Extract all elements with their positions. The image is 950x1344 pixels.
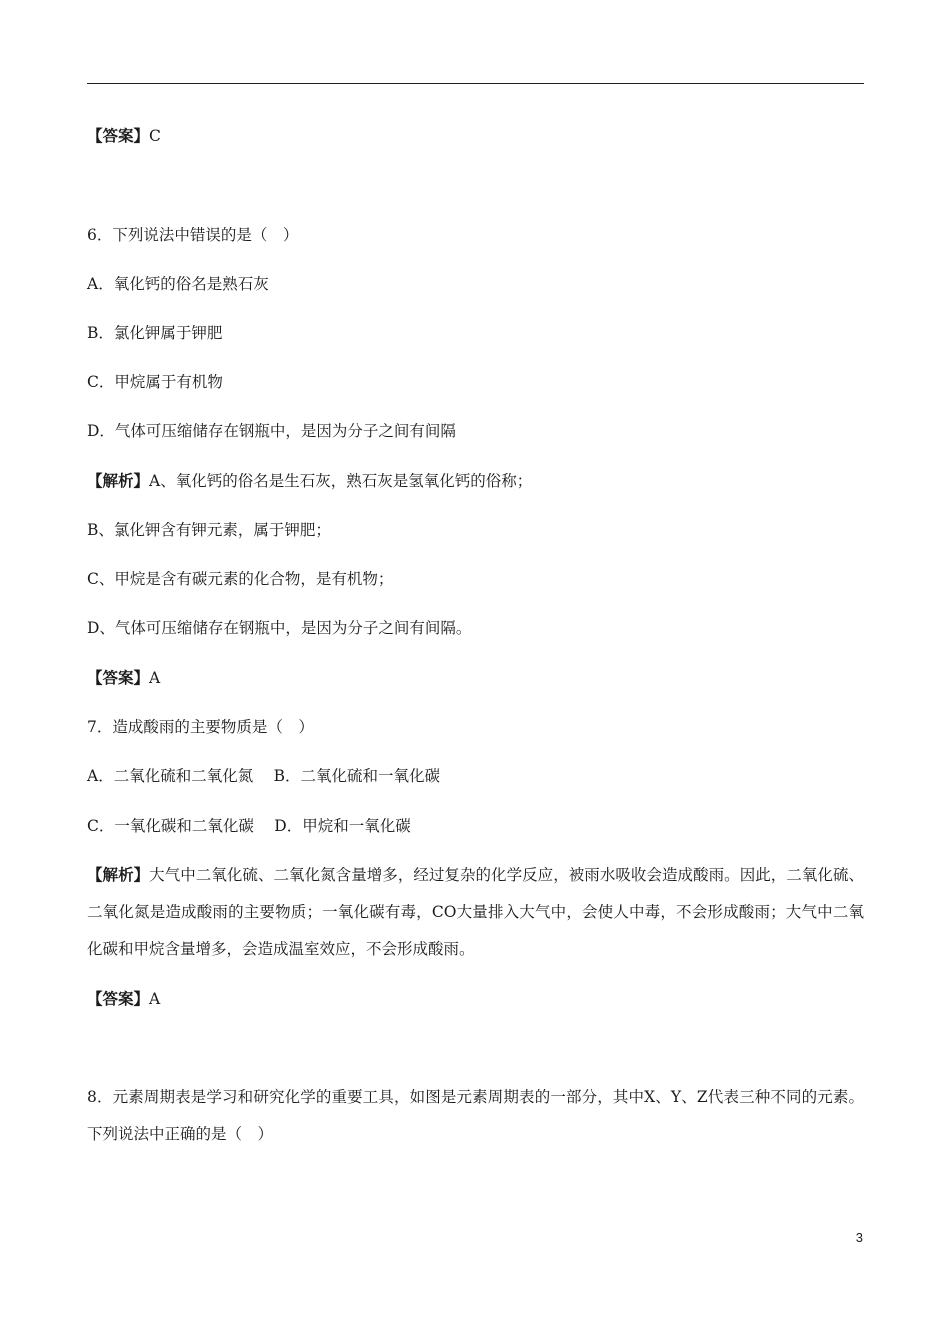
answer-value: A	[149, 990, 161, 1008]
explanation-6-line-3: C、甲烷是含有碳元素的化合物，是有机物；	[87, 570, 394, 588]
explanation-6-line-4: D、气体可压缩储存在钢瓶中，是因为分子之间有间隔。	[87, 619, 472, 637]
answer-value: A	[149, 669, 161, 687]
explanation-6-line-2: B、氯化钾含有钾元素，属于钾肥；	[87, 521, 331, 539]
question-7: 7．造成酸雨的主要物质是（ ）	[87, 718, 314, 736]
q6-option-a: A．氧化钙的俗名是熟石灰	[87, 275, 269, 293]
q6-option-b: B．氯化钾属于钾肥	[87, 324, 223, 342]
answer-7	[87, 989, 160, 1009]
q7-options-ab: A．二氧化硫和二氧化氮 B．二氧化硫和一氧化碳	[87, 767, 441, 785]
question-8: 8．元素周期表是学习和研究化学的重要工具，如图是元素周期表的一部分，其中X、Y、Z代表三种不同的元素。下列说法中正确的是（ ）	[87, 1088, 864, 1143]
answer-value: C	[149, 127, 161, 145]
page-number: 3	[855, 1230, 863, 1245]
explanation-tag: 【解析】	[87, 471, 150, 490]
answer-6	[87, 668, 160, 688]
q6-option-d: D．气体可压缩储存在钢瓶中，是因为分子之间有间隔	[87, 422, 456, 440]
q7-options-cd: C．一氧化碳和二氧化碳 D．甲烷和一氧化碳	[87, 817, 411, 835]
q6-option-c: C．甲烷属于有机物	[87, 373, 223, 391]
answer-tag: 【答案】	[87, 989, 150, 1008]
answer-tag: 【答案】	[87, 668, 150, 687]
explanation-text: A、氧化钙的俗名是生石灰，熟石灰是氢氧化钙的俗称；	[149, 472, 533, 490]
explanation-6-line-1	[87, 471, 532, 491]
answer-5	[87, 126, 161, 146]
explanation-text: 大气中二氧化硫、二氧化氮含量增多，经过复杂的化学反应，被雨水吸收会造成酸雨。因此，二氧化硫、二氧化氮是造成酸雨的主要物质；一氧化碳有毒，CO大量排入大气中，会使人中毒，不会形成酸雨；大气中二氧化碳和甲烷含量增多，会造成温室效应，不会形成酸雨。	[87, 866, 864, 958]
question-6: 6．下列说法中错误的是（ ）	[87, 226, 299, 244]
explanation-7	[87, 856, 864, 968]
header-rule	[87, 83, 864, 84]
explanation-tag: 【解析】	[87, 865, 150, 884]
answer-tag: 【答案】	[87, 126, 150, 145]
